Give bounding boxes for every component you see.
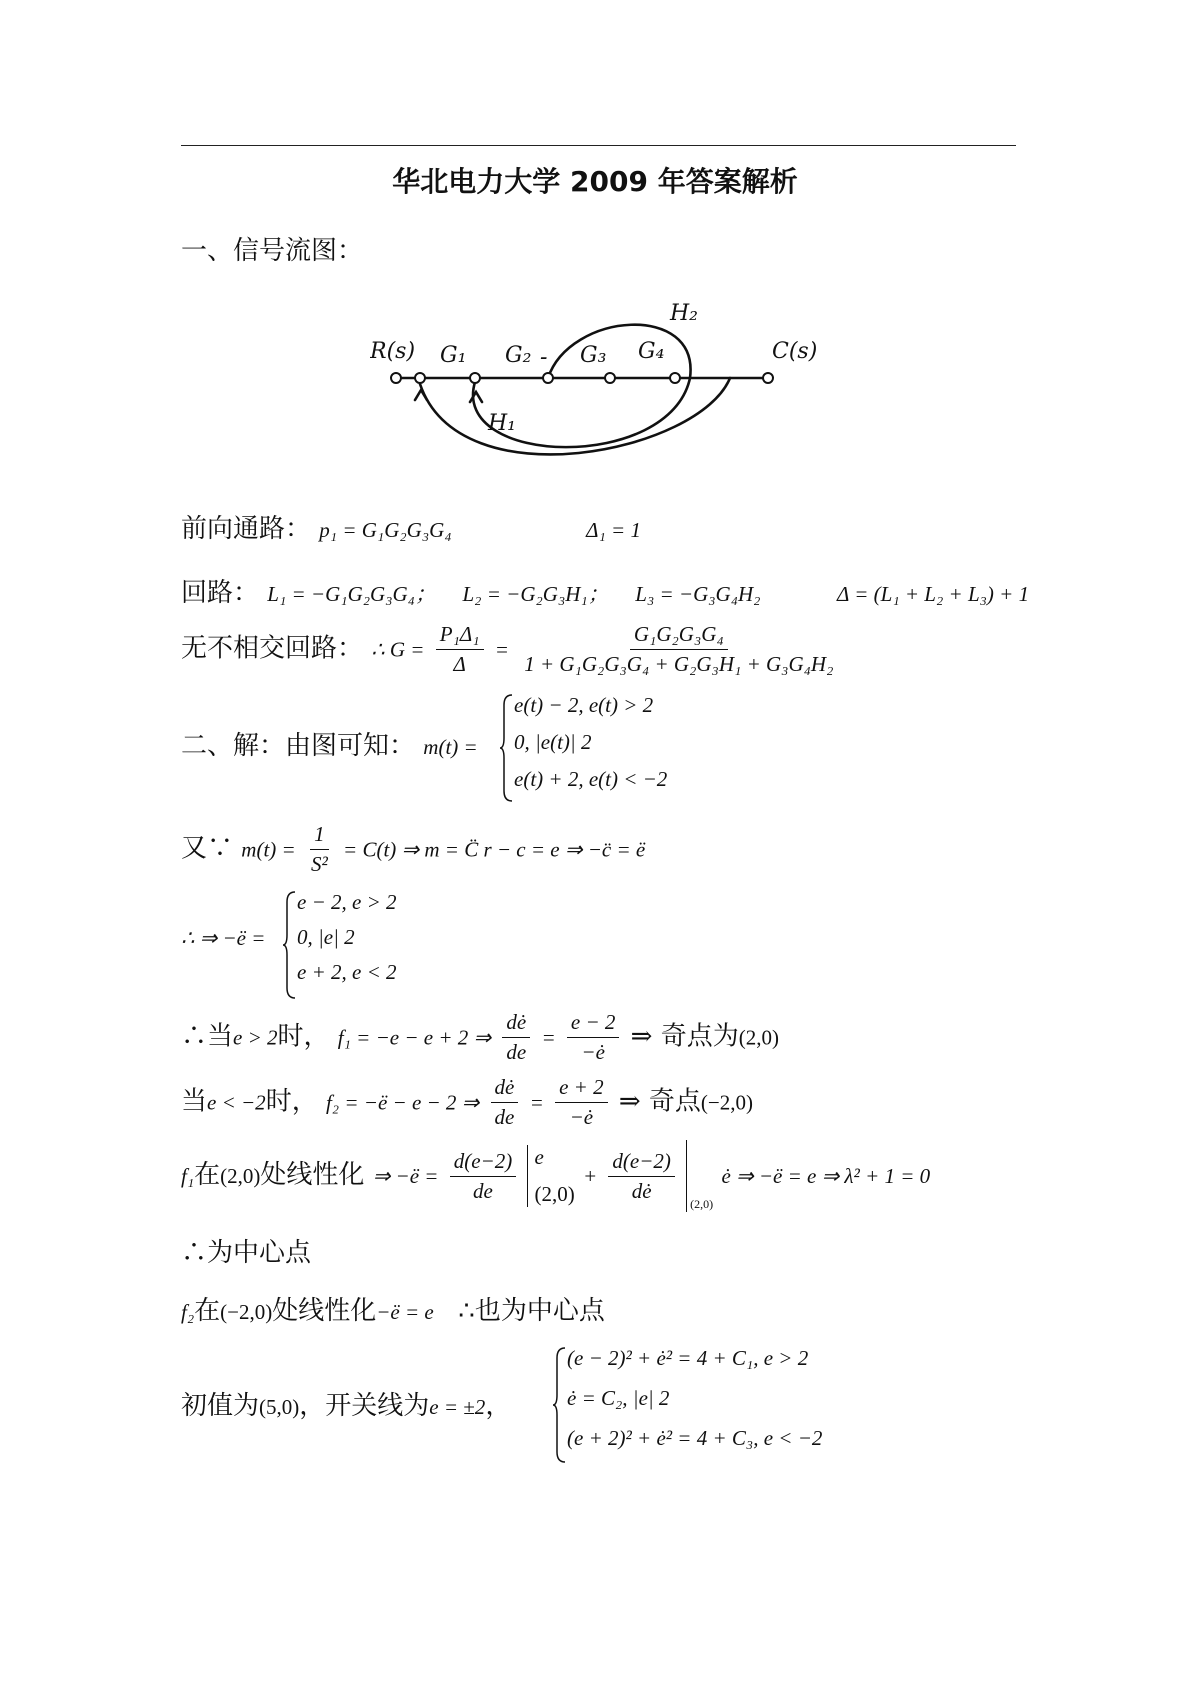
fraction-den: de (473, 1178, 493, 1203)
fraction-den: S² (310, 852, 328, 876)
node-5 (670, 373, 680, 383)
fraction-den: de (506, 1040, 527, 1064)
linearize2-point: (−2,0) (220, 1300, 273, 1324)
brace-icon (553, 1346, 567, 1464)
fraction-num: d(e−2) (450, 1149, 516, 1177)
non-touching-label: 无不相交回路： (181, 633, 364, 664)
forward-path-delta1: Δ₁ = 1 (586, 518, 641, 542)
fraction-den: −ė (569, 1105, 594, 1129)
therefore-system-label: ∴ ⇒ −ë = (181, 926, 266, 950)
linearize1-plus: + (582, 1164, 598, 1188)
linearize1-eq: ⇒ −ë = (372, 1164, 439, 1188)
linearize1-text: 处线性化 (260, 1160, 365, 1190)
eval-bar-1 (527, 1145, 574, 1207)
transfer-function-row (181, 622, 840, 677)
label-c: C(s) (772, 339, 818, 364)
initial-point: (5,0) (259, 1395, 300, 1419)
fraction-den: dė (631, 1178, 652, 1203)
brace-icon (500, 693, 514, 803)
case2-cond: e < −2 (207, 1090, 266, 1115)
unity-feedback-curve (420, 378, 730, 454)
fraction-mason-den: Δ (453, 652, 466, 676)
linearize1-f: f₁ (181, 1164, 195, 1188)
section2-cases (500, 693, 700, 803)
fraction-1-over-s2 (307, 822, 332, 877)
label-r: R(s) (370, 339, 416, 364)
eval-bar-1-bottom: (2,0) (534, 1182, 575, 1206)
brace-icon (283, 890, 297, 1000)
forward-path-row (181, 508, 641, 545)
therefore-g: ∴ G = (371, 637, 425, 662)
case1-frac2 (567, 1010, 620, 1065)
case2-eq2: = (529, 1090, 544, 1115)
initial-switch: e = ±2 (429, 1395, 486, 1419)
label-h2: H₂ (670, 301, 699, 326)
case1-frac1 (502, 1010, 530, 1065)
fraction-result-den: 1 + G₁G₂G₃G₄ + G₂G₃H₁ + G₃G₄H₂ (524, 652, 834, 676)
again-left: m(t) = (241, 837, 296, 862)
fraction-mason (436, 622, 484, 677)
fraction-mason-num: P₁Δ₁ (436, 622, 484, 650)
center1: ∴为中心点 (181, 1238, 312, 1268)
case1-eq2: = (541, 1025, 556, 1050)
label-g1: G₁ (440, 343, 467, 368)
case-row: e(t) + 2, e(t) < −2 (514, 767, 668, 791)
case-row: e(t) − 2, e(t) > 2 (514, 693, 654, 717)
initial-comma: ， (485, 1391, 512, 1421)
fraction-num: e + 2 (555, 1075, 608, 1103)
linearize1-d1 (450, 1149, 516, 1204)
section2-label: 二、解：由图可知： (181, 731, 416, 761)
initial-row (181, 1385, 511, 1422)
case1-point: (2,0) (738, 1025, 779, 1050)
header-rule (181, 145, 1016, 146)
fraction-num: dė (502, 1010, 530, 1038)
again-label: 又∵ (181, 833, 234, 864)
loop-l1: L₁ = −G₁G₂G₃G₄； (267, 582, 436, 606)
case1-eq: f₁ = −e − e + 2 ⇒ (337, 1025, 492, 1050)
therefore-system-cases (283, 890, 483, 1000)
loop-delta: Δ = (L₁ + L₂ + L₃) + 1 (837, 582, 1030, 606)
forward-path-label: 前向通路： (181, 514, 312, 544)
fraction-num: e − 2 (567, 1010, 620, 1038)
minus-sign: - (540, 345, 548, 370)
case1-row (181, 1010, 779, 1065)
linearize2-text: 处线性化 (272, 1296, 377, 1326)
therefore-system-row (181, 922, 265, 952)
initial-mid: ，开关线为 (299, 1391, 430, 1421)
section1-heading: 一、信号流图： (181, 236, 364, 266)
case-row: e − 2, e > 2 (297, 890, 397, 914)
case2-frac2 (555, 1075, 608, 1130)
page-title: 华北电力大学 2009 年答案解析 (392, 165, 798, 198)
again-row (181, 822, 645, 877)
linearize1-point: (2,0) (220, 1164, 261, 1188)
eval-bar-2-bottom: (2,0) (690, 1197, 714, 1211)
label-g4: G₄ (638, 339, 665, 364)
case2-mid: 时， (265, 1086, 318, 1117)
case-row: 0, |e| 2 (297, 925, 355, 949)
linearize1-d2 (608, 1149, 674, 1204)
section2-mt: m(t) = (423, 735, 478, 759)
case-row: ė = C₂, |e| 2 (567, 1386, 670, 1410)
loop-l2: L₂ = −G₂G₃H₁； (462, 582, 609, 606)
loops-label: 回路： (181, 578, 260, 608)
label-g3: G₃ (580, 343, 607, 368)
case1-cond: e > 2 (233, 1025, 278, 1050)
eval-bar-1-top: e (534, 1145, 544, 1169)
equals: = (494, 637, 509, 662)
case-row: e + 2, e < 2 (297, 960, 397, 984)
node-1 (415, 373, 425, 383)
node-3 (543, 373, 553, 383)
case-row: 0, |e(t)| 2 (514, 730, 592, 754)
case1-post: ⇒ 奇点为 (630, 1021, 739, 1052)
case-row: (e + 2)² + ė² = 4 + C₃, e < −2 (567, 1426, 823, 1450)
fraction-result-num: G₁G₂G₃G₄ (630, 622, 728, 650)
case2-post: ⇒ 奇点 (618, 1086, 701, 1117)
section2-row (181, 725, 478, 762)
fraction-result (520, 622, 837, 677)
case1-mid: 时， (277, 1021, 330, 1052)
case2-eq: f₂ = −ë − e − 2 ⇒ (325, 1090, 480, 1115)
arrow-left (415, 390, 427, 400)
eval-bar-2 (686, 1140, 713, 1212)
case-row: (e − 2)² + ė² = 4 + C₁, e > 2 (567, 1346, 809, 1370)
linearize1-row (181, 1140, 930, 1212)
initial-cases (553, 1346, 853, 1464)
fraction-num: dė (491, 1075, 519, 1103)
case2-pre: 当 (181, 1086, 208, 1117)
case1-pre: ∴当 (181, 1021, 234, 1052)
node-r (391, 373, 401, 383)
label-g2: G₂ (505, 343, 532, 368)
initial-pre: 初值为 (181, 1391, 260, 1421)
again-right: = C(t) ⇒ m = C̈ r − c = e ⇒ −c̈ = ë (343, 837, 646, 862)
signal-flow-diagram (370, 292, 870, 492)
linearize2-post: ∴也为中心点 (458, 1296, 605, 1326)
fraction-den: −ė (581, 1040, 605, 1064)
node-c (763, 373, 773, 383)
node-2 (470, 373, 480, 383)
linearize2-eq: −ë = e (376, 1300, 434, 1324)
node-4 (605, 373, 615, 383)
linearize2-f: f₂ (181, 1300, 195, 1324)
linearize1-tail: ė ⇒ −ë = e ⇒ λ² + 1 = 0 (721, 1164, 931, 1188)
fraction-num: d(e−2) (608, 1149, 674, 1177)
case2-row (181, 1075, 753, 1130)
loop-l3: L₃ = −G₃G₄H₂ (635, 582, 761, 606)
loops-row (181, 572, 1029, 609)
h2-feedback-curve (548, 325, 691, 378)
fraction-num: 1 (310, 822, 329, 850)
linearize1-at: 在 (194, 1160, 221, 1190)
fraction-den: de (494, 1105, 515, 1129)
label-h1: H₁ (488, 411, 517, 436)
linearize2-row (181, 1290, 605, 1327)
forward-path-p1: p₁ = G₁G₂G₃G₄ (319, 518, 452, 542)
linearize2-at: 在 (194, 1296, 221, 1326)
case2-frac1 (491, 1075, 519, 1130)
case2-point: (−2,0) (700, 1090, 753, 1115)
